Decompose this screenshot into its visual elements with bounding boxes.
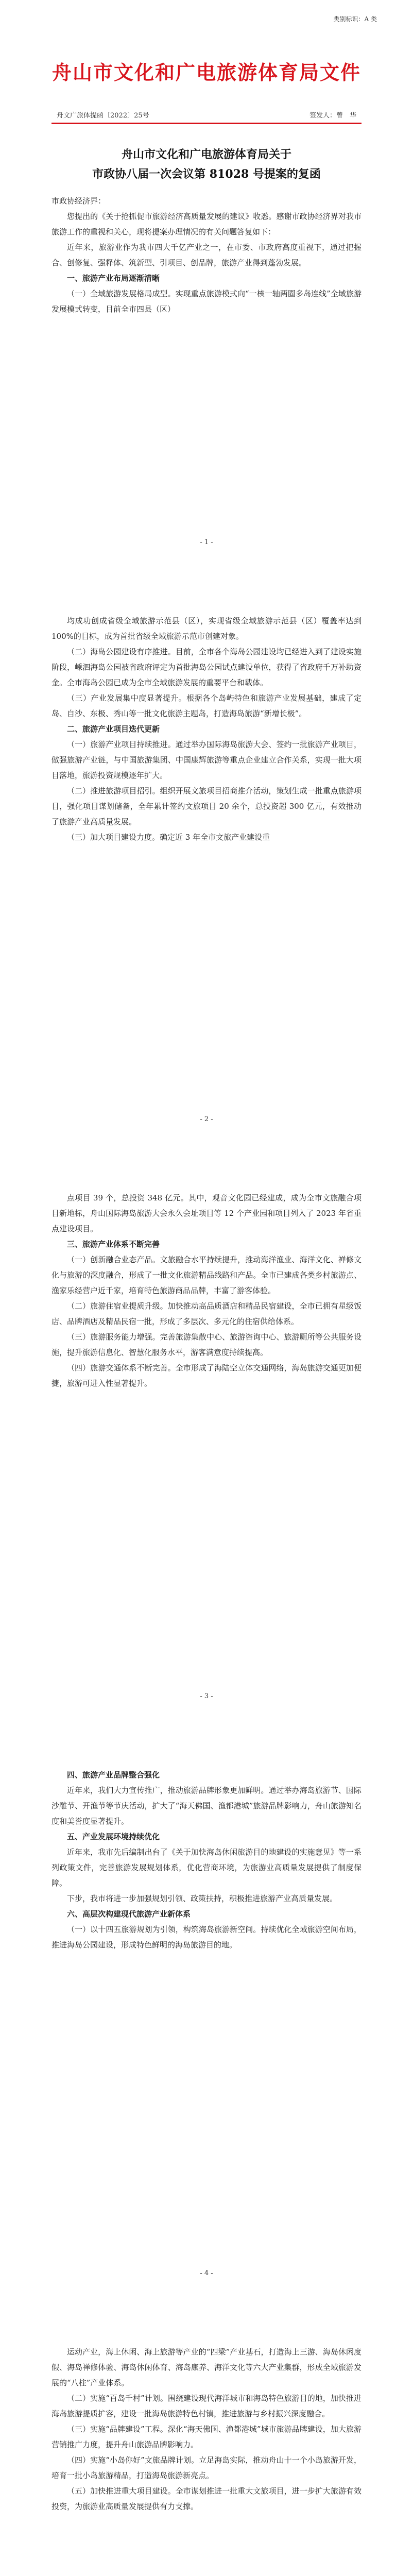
doc-number: 舟文广旅体提函〔2022〕25号 (57, 112, 149, 120)
paragraph: 运动产业，海上休闲、海上旅游等产业的“四梁”产业基石，打造海上三游、海岛休闲度假、海岛禅修体验、海岛休闲体育、海岛康养、海洋文化等六大产业集群，形成全域旅游发展的“八柱”产业体系。 (51, 2347, 362, 2387)
document-page-5 (0, 2308, 413, 2576)
section-heading: 四、旅游产业品牌整合强化 (67, 1770, 160, 1780)
page-content (51, 577, 362, 845)
page-number: - 4 - (200, 2269, 213, 2277)
signer: 签发人：曾 华 (309, 112, 356, 120)
paragraph: （二）旅游住宿业提质升级。加快推动高品质酒店和精品民宿建设，全市已拥有星级饭店、品牌酒店及精品民宿一批，形成了多层次、多元化的住宿供给体系。 (51, 1301, 362, 1326)
category-label: 类别标识：A 类 (333, 15, 377, 23)
paragraph: 点项目 39 个，总投资 348 亿元。其中，观音文化园已经建成，成为全市文旅融合项目新地标，舟山国际海岛旅游大会永久会址项目等 12 个产业园和项目列入了 2023 年省重点建设项目。 (51, 1193, 362, 1233)
paragraph: （三）加大项目建设力度。确定近 3 年全市文旅产业建设重 (67, 833, 270, 842)
paragraph: 近年来，我们大力宣传推广，推动旅游品牌形象更加鲜明。通过举办海岛旅游节、国际沙雕节、开渔节等节庆活动，扩大了“海天佛国、渔都港城”旅游品牌影响力，舟山旅游知名度和美誉度显著提升。 (51, 1786, 362, 1826)
document-page-4 (0, 1731, 413, 2308)
paragraph: 下步，我市将进一步加强规划引领、政策扶持，积极推进旅游产业高质量发展。 (67, 1894, 338, 1903)
page-content (51, 1731, 362, 1953)
section-heading: 二、旅游产业项目迭代更新 (67, 724, 160, 734)
page-number: - 2 - (200, 1115, 213, 1123)
page-content (51, 2308, 362, 2514)
paragraph: （三）产业发展集中度显著提升。根据各个岛屿特色和旅游产业发展基础，建成了定岛、自沙、东极、秀山等一批文化旅游主题岛，打造海岛旅游“新增长极”。 (51, 693, 362, 718)
paragraph: （一）全域旅游发展格局成型。实现重点旅游模式向“一核一轴两圈多岛连线”全域旅游发展模式转变，目前全市四县（区） (51, 289, 362, 314)
paragraph: （四）旅游交通体系不断完善。全市形成了海陆空立体交通网络，海岛旅游交通更加便捷，旅游可进入性显著提升。 (51, 1363, 362, 1388)
paragraph: （三）实施“品牌建设”工程。深化“海天佛国、渔都港城”城市旅游品牌建设，加大旅游营销推广力度，提升舟山旅游品牌影响力。 (51, 2425, 362, 2449)
paragraph: （二）实施“百岛千村”计划。围绕建设现代海洋城市和海岛特色旅游目的地，加快推进海岛旅游提质扩容，建设一批海岛旅游特色村镇，推进旅游与乡村振兴深度融合。 (51, 2394, 362, 2418)
paragraph: （二）推进旅游项目招引。组织开展文旅项目招商推介活动，策划生成一批重点旅游项目，强化项目谋划储备，全年累计签约文旅项目 20 余个，总投资超 300 亿元，有效推动了旅游产业高质量发展。 (51, 786, 362, 826)
paragraph: 您提出的《关于抢抓促市旅游经济高质量发展的建议》收悉。感谢市政协经济界对我市旅游工作的重视和关心，现将提案办理情况的有关问题答复如下： (51, 212, 362, 236)
red-divider (51, 123, 362, 124)
document-page-3 (0, 1154, 413, 1731)
document-page-2 (0, 577, 413, 1154)
section-heading: 六、高层次构建现代旅游产业新体系 (67, 1909, 191, 1919)
paragraph: 近年来，旅游业作为我市四大千亿产业之一，在市委、市政府高度重视下，通过把握合、创修复、强释体、筑新型、引项目、创品牌，旅游产业得到蓬勃发展。 (51, 243, 362, 267)
section-heading: 五、产业发展环境持续优化 (67, 1832, 160, 1841)
paragraph: （三）旅游服务能力增强。完善旅游集散中心、旅游咨询中心、旅游厕所等公共服务设施，提升旅游信息化、智慧化服务水平，游客满意度持续提高。 (51, 1332, 362, 1357)
doc-info-line (51, 110, 362, 123)
page-number: - 3 - (200, 1692, 213, 1700)
page-number: - 1 - (200, 538, 213, 546)
paragraph: （四）实施“小岛你好”文旅品牌计划。立足海岛实际，推动舟山十一个小岛旅游开发，培育一批小岛旅游精品，打造海岛旅游新亮点。 (51, 2455, 362, 2480)
title-line-1: 舟山市文化和广电旅游体育局关于 (121, 148, 291, 161)
page-content (51, 1154, 362, 1391)
paragraph: 均成功创成省级全域旅游示范县（区），实现省级全域旅游示范县（区）覆盖率达到 100%的目标，成为首批省级全域旅游示范市创建对象。 (51, 616, 362, 641)
document-title (51, 145, 362, 184)
paragraph: （五）加快推进重大项目建设。全市谋划推进一批重大文旅项目，进一步扩大旅游有效投资，为旅游业高质量发展提供有力支撑。 (51, 2486, 362, 2511)
section-heading: 一、旅游产业布局逐渐清晰 (67, 274, 160, 283)
title-line-2: 市政协八届一次会议第 81028 号提案的复函 (92, 167, 321, 181)
paragraph: 近年来，我市先后编制出台了《关于加快海岛休闲旅游目的地建设的实施意见》等一系列政策文件，完善旅游发展规划体系，优化营商环境，为旅游业高质量发展提供了制度保障。 (51, 1848, 362, 1888)
document-page-1 (0, 0, 413, 577)
paragraph: （一）创新融合业态产品。文旅融合水平持续提升，推动海洋渔业、海洋文化、禅修文化与旅游的深度融合，形成了一批文化旅游精品线路和产品。全市已建成各类乡村旅游点、渔家乐经营户近千家，培育特色旅游商品品牌，丰富了游客体验。 (51, 1255, 362, 1295)
paragraph: （一）旅游产业项目持续推进。通过举办国际海岛旅游大会、签约一批旅游产业项目，做强旅游产业链，与中国旅游集团、中国康辉旅游等重点企业建立合作关系，实现一批大项目落地，旅游投资规模逐年扩大。 (51, 740, 362, 780)
salutation: 市政协经济界： (51, 196, 106, 206)
org-header-title: 舟山市文化和广电旅游体育局文件 (51, 61, 361, 84)
paragraph: （一）以十四五旅游规划为引领，构筑海岛旅游新空间。持续优化全域旅游空间布局，推进海岛公园建设，形成特色鲜明的海岛旅游目的地。 (51, 1925, 362, 1950)
page-content (51, 193, 362, 317)
paragraph: （二）海岛公园建设有序推进。目前，全市各个海岛公园建设均已经进入到了建设实施阶段，嵊泗海岛公园被省政府评定为首批海岛公园试点建设单位，获得了省政府千万补助资金。全市海岛公园已成为全市全域旅游发展的重要平台和载体。 (51, 647, 362, 687)
section-heading: 三、旅游产业体系不断完善 (67, 1240, 160, 1249)
